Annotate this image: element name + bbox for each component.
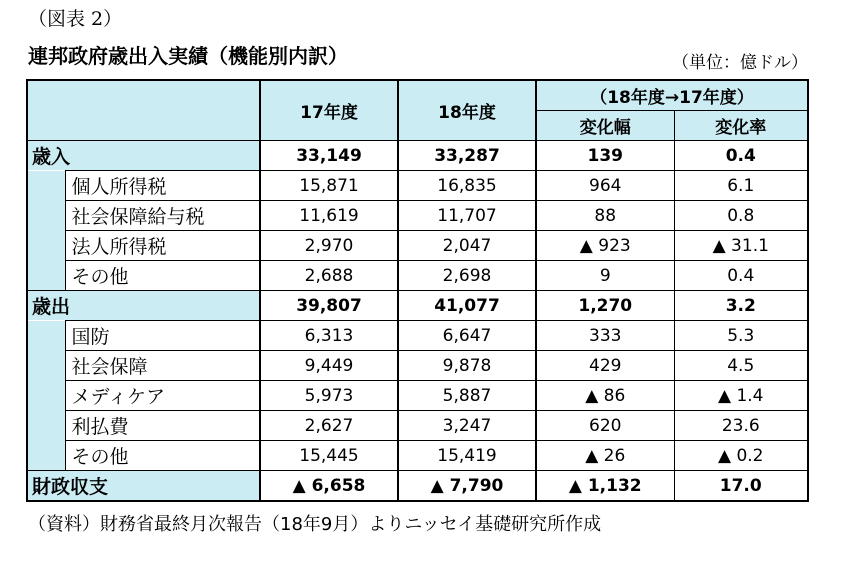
row-label: 社会保障 — [65, 351, 260, 381]
row-label: その他 — [65, 261, 260, 291]
cell-fy18: 9,878 — [398, 351, 536, 381]
cell-change-rate: ▲ 1.4 — [674, 381, 808, 411]
cell-change-rate: 6.1 — [674, 171, 808, 201]
row-stub — [27, 321, 65, 351]
header-change-rate: 変化率 — [674, 111, 808, 141]
cell-fy17: 9,449 — [260, 351, 398, 381]
cell-change-rate: 5.3 — [674, 321, 808, 351]
cell-change-rate: ▲ 0.2 — [674, 441, 808, 471]
cell-change-rate: 17.0 — [674, 471, 808, 502]
row-label: その他 — [65, 441, 260, 471]
table-row — [27, 231, 808, 261]
row-label: 歳入 — [27, 141, 260, 171]
row-label: 個人所得税 — [65, 171, 260, 201]
cell-fy17: 39,807 — [260, 291, 398, 321]
cell-change-amount: 964 — [536, 171, 674, 201]
table-row — [27, 141, 808, 171]
cell-change-rate: 3.2 — [674, 291, 808, 321]
cell-change-rate: 0.8 — [674, 201, 808, 231]
cell-fy17: 5,973 — [260, 381, 398, 411]
cell-change-amount: 620 — [536, 411, 674, 441]
header-fy18: 18年度 — [398, 80, 536, 141]
row-stub — [27, 411, 65, 441]
row-stub — [27, 381, 65, 411]
table-row — [27, 291, 808, 321]
row-label: 財政収支 — [27, 471, 260, 502]
row-stub — [27, 441, 65, 471]
row-label: 利払費 — [65, 411, 260, 441]
row-stub — [27, 201, 65, 231]
table-row — [27, 261, 808, 291]
row-label: 社会保障給与税 — [65, 201, 260, 231]
cell-change-amount: 9 — [536, 261, 674, 291]
cell-change-amount: 139 — [536, 141, 674, 171]
cell-fy17: 15,871 — [260, 171, 398, 201]
table-title: 連邦政府歳出入実績（機能別内訳） — [28, 44, 348, 68]
header-row-1 — [27, 80, 808, 111]
cell-change-rate: 0.4 — [674, 141, 808, 171]
table-row — [27, 351, 808, 381]
table-row — [27, 321, 808, 351]
row-label: 国防 — [65, 321, 260, 351]
unit-label: （単位：億ドル） — [672, 53, 808, 73]
row-label: 歳出 — [27, 291, 260, 321]
cell-fy18: 16,835 — [398, 171, 536, 201]
cell-fy17: 2,970 — [260, 231, 398, 261]
cell-fy18: 33,287 — [398, 141, 536, 171]
table-row — [27, 411, 808, 441]
row-label: 法人所得税 — [65, 231, 260, 261]
cell-fy18: 6,647 — [398, 321, 536, 351]
cell-fy17: 6,313 — [260, 321, 398, 351]
row-stub — [27, 351, 65, 381]
header-corner — [27, 80, 260, 141]
cell-fy18: 2,698 — [398, 261, 536, 291]
cell-fy17: 2,688 — [260, 261, 398, 291]
cell-change-amount: ▲ 1,132 — [536, 471, 674, 502]
cell-fy18: 3,247 — [398, 411, 536, 441]
cell-change-amount: 1,270 — [536, 291, 674, 321]
cell-fy18: 2,047 — [398, 231, 536, 261]
header-fy17: 17年度 — [260, 80, 398, 141]
cell-fy17: 2,627 — [260, 411, 398, 441]
row-stub — [27, 231, 65, 261]
figure-label: （図表 2） — [28, 8, 123, 30]
cell-fy18: 15,419 — [398, 441, 536, 471]
table-row — [27, 381, 808, 411]
header-change-group: （18年度→17年度） — [536, 80, 808, 111]
cell-fy18: 41,077 — [398, 291, 536, 321]
cell-fy18: 11,707 — [398, 201, 536, 231]
row-stub — [27, 261, 65, 291]
budget-table — [26, 79, 809, 502]
cell-change-rate: 0.4 — [674, 261, 808, 291]
cell-fy17: 33,149 — [260, 141, 398, 171]
table-row — [27, 471, 808, 502]
row-stub — [27, 171, 65, 201]
cell-change-rate: ▲ 31.1 — [674, 231, 808, 261]
source-note: （資料）財務省最終月次報告（18年9月）よりニッセイ基礎研究所作成 — [28, 514, 602, 535]
row-label: メディケア — [65, 381, 260, 411]
table-row — [27, 441, 808, 471]
cell-change-amount: ▲ 923 — [536, 231, 674, 261]
cell-fy17: ▲ 6,658 — [260, 471, 398, 502]
cell-fy18: 5,887 — [398, 381, 536, 411]
table-row — [27, 171, 808, 201]
table-row — [27, 201, 808, 231]
cell-change-rate: 23.6 — [674, 411, 808, 441]
cell-fy18: ▲ 7,790 — [398, 471, 536, 502]
cell-change-rate: 4.5 — [674, 351, 808, 381]
cell-change-amount: 429 — [536, 351, 674, 381]
cell-change-amount: ▲ 26 — [536, 441, 674, 471]
cell-fy17: 11,619 — [260, 201, 398, 231]
cell-fy17: 15,445 — [260, 441, 398, 471]
header-change-amount: 変化幅 — [536, 111, 674, 141]
cell-change-amount: 333 — [536, 321, 674, 351]
cell-change-amount: ▲ 86 — [536, 381, 674, 411]
cell-change-amount: 88 — [536, 201, 674, 231]
